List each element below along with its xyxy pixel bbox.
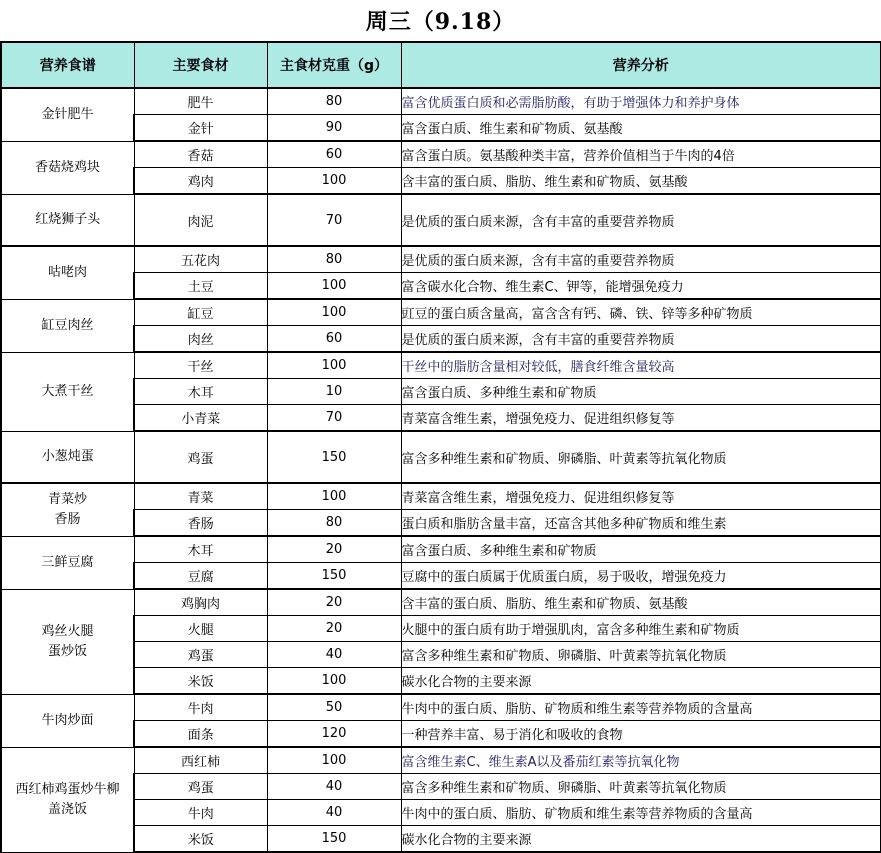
weight-cell: 150: [267, 826, 401, 853]
ingredient-cell: 五花肉: [134, 246, 267, 273]
dish-name: 青菜炒 香肠: [1, 483, 134, 536]
analysis-cell: 富含多种维生素和矿物质、卵磷脂、叶黄素等抗氧化物质: [401, 774, 881, 800]
ingredient-cell: 肉丝: [134, 326, 267, 353]
page-title: 周三（9.18）: [365, 9, 516, 35]
ingredient-cell: 鸡肉: [134, 168, 267, 195]
dish-name: 西红柿鸡蛋炒牛柳 盖浇饭: [1, 747, 134, 852]
ingredient-cell: 牛肉: [134, 694, 267, 721]
table-row: [1, 246, 881, 273]
analysis-cell: 富含优质蛋白质和必需脂肪酸，有助于增强体力和养护身体: [401, 88, 881, 115]
analysis-cell: 青菜富含维生素，增强免疫力、促进组织修复等: [401, 483, 881, 510]
ingredient-cell: 鸡胸肉: [134, 589, 267, 616]
ingredient-cell: 西红柿: [134, 747, 267, 774]
header-weight: 主食材克重（g）: [267, 42, 401, 88]
header-ingredient: 主要食材: [134, 42, 267, 88]
ingredient-cell: 金针: [134, 115, 267, 142]
weight-cell: 120: [267, 721, 401, 748]
ingredient-cell: 肉泥: [134, 194, 267, 246]
analysis-cell: 火腿中的蛋白质有助于增强肌肉，富含多种维生素和矿物质: [401, 616, 881, 642]
weight-cell: 40: [267, 800, 401, 826]
weight-cell: 50: [267, 694, 401, 721]
dish-name: 红烧狮子头: [1, 194, 134, 246]
weight-cell: 10: [267, 379, 401, 405]
analysis-cell: 碳水化合物的主要来源: [401, 668, 881, 695]
dish-name: 缸豆肉丝: [1, 299, 134, 352]
dish-name: 小葱炖蛋: [1, 431, 134, 483]
weight-cell: 100: [267, 168, 401, 195]
ingredient-cell: 小青菜: [134, 405, 267, 432]
weight-cell: 80: [267, 246, 401, 273]
weight-cell: 90: [267, 115, 401, 142]
analysis-cell: 含丰富的蛋白质、脂肪、维生素和矿物质、氨基酸: [401, 589, 881, 616]
ingredient-cell: 牛肉: [134, 800, 267, 826]
weight-cell: 100: [267, 352, 401, 379]
dish-name: 三鲜豆腐: [1, 536, 134, 589]
ingredient-cell: 香菇: [134, 141, 267, 168]
table-row: [1, 483, 881, 510]
weight-cell: 100: [267, 273, 401, 300]
header-analysis: 营养分析: [401, 42, 881, 88]
weight-cell: 100: [267, 299, 401, 326]
nutrition-table: [0, 41, 881, 853]
ingredient-cell: 青菜: [134, 483, 267, 510]
ingredient-cell: 豆腐: [134, 563, 267, 590]
table-row: [1, 747, 881, 774]
table-row: [1, 141, 881, 168]
weight-cell: 100: [267, 747, 401, 774]
table-row: [1, 431, 881, 483]
table-body: [1, 88, 881, 852]
header-dish: 营养食谱: [1, 42, 134, 88]
weight-cell: 100: [267, 483, 401, 510]
dish-name: 金针肥牛: [1, 88, 134, 141]
weight-cell: 60: [267, 326, 401, 353]
ingredient-cell: 米饭: [134, 668, 267, 695]
weight-cell: 150: [267, 563, 401, 590]
ingredient-cell: 火腿: [134, 616, 267, 642]
table-row: [1, 589, 881, 616]
ingredient-cell: 米饭: [134, 826, 267, 853]
weight-cell: 20: [267, 616, 401, 642]
ingredient-cell: 鸡蛋: [134, 774, 267, 800]
weight-cell: 40: [267, 642, 401, 668]
table-row: [1, 299, 881, 326]
analysis-cell: 牛肉中的蛋白质、脂肪、矿物质和维生素等营养物质的含量高: [401, 694, 881, 721]
weight-cell: 40: [267, 774, 401, 800]
dish-name: 鸡丝火腿 蛋炒饭: [1, 589, 134, 694]
analysis-cell: 富含蛋白质、多种维生素和矿物质: [401, 536, 881, 563]
analysis-cell: 豇豆的蛋白质含量高，富含含有钙、磷、铁、锌等多种矿物质: [401, 299, 881, 326]
weight-cell: 80: [267, 510, 401, 537]
analysis-cell: 富含蛋白质。氨基酸种类丰富，营养价值相当于牛肉的4倍: [401, 141, 881, 168]
weight-cell: 80: [267, 88, 401, 115]
dish-name: 大煮干丝: [1, 352, 134, 431]
analysis-cell: 碳水化合物的主要来源: [401, 826, 881, 853]
dish-name: 牛肉炒面: [1, 694, 134, 747]
table-row: [1, 88, 881, 115]
analysis-cell: 干丝中的脂肪含量相对较低，膳食纤维含量较高: [401, 352, 881, 379]
ingredient-cell: 土豆: [134, 273, 267, 300]
table-row: [1, 194, 881, 246]
weight-cell: 70: [267, 194, 401, 246]
analysis-cell: 一种营养丰富、易于消化和吸收的食物: [401, 721, 881, 748]
analysis-cell: 富含碳水化合物、维生素C、钾等，能增强免疫力: [401, 273, 881, 300]
table-row: [1, 694, 881, 721]
ingredient-cell: 干丝: [134, 352, 267, 379]
ingredient-cell: 木耳: [134, 536, 267, 563]
table-row: [1, 536, 881, 563]
ingredient-cell: 鸡蛋: [134, 431, 267, 483]
ingredient-cell: 面条: [134, 721, 267, 748]
analysis-cell: 是优质的蛋白质来源，含有丰富的重要营养物质: [401, 246, 881, 273]
table-header-row: [1, 42, 881, 88]
analysis-cell: 是优质的蛋白质来源，含有丰富的重要营养物质: [401, 326, 881, 353]
ingredient-cell: 木耳: [134, 379, 267, 405]
ingredient-cell: 香肠: [134, 510, 267, 537]
analysis-cell: 豆腐中的蛋白质属于优质蛋白质，易于吸收，增强免疫力: [401, 563, 881, 590]
analysis-cell: 含丰富的蛋白质、脂肪、维生素和矿物质、氨基酸: [401, 168, 881, 195]
ingredient-cell: 肥牛: [134, 88, 267, 115]
weight-cell: 150: [267, 431, 401, 483]
analysis-cell: 牛肉中的蛋白质、脂肪、矿物质和维生素等营养物质的含量高: [401, 800, 881, 826]
weight-cell: 20: [267, 589, 401, 616]
weight-cell: 20: [267, 536, 401, 563]
analysis-cell: 蛋白质和脂肪含量丰富，还富含其他多种矿物质和维生素: [401, 510, 881, 537]
analysis-cell: 富含多种维生素和矿物质、卵磷脂、叶黄素等抗氧化物质: [401, 642, 881, 668]
analysis-cell: 青菜富含维生素，增强免疫力、促进组织修复等: [401, 405, 881, 432]
analysis-cell: 富含蛋白质、维生素和矿物质、氨基酸: [401, 115, 881, 142]
ingredient-cell: 鸡蛋: [134, 642, 267, 668]
analysis-cell: 富含蛋白质、多种维生素和矿物质: [401, 379, 881, 405]
table-row: [1, 352, 881, 379]
dish-name: 香菇烧鸡块: [1, 141, 134, 194]
analysis-cell: 是优质的蛋白质来源，含有丰富的重要营养物质: [401, 194, 881, 246]
weight-cell: 70: [267, 405, 401, 432]
ingredient-cell: 缸豆: [134, 299, 267, 326]
dish-name: 咕咾肉: [1, 246, 134, 299]
weight-cell: 100: [267, 668, 401, 695]
analysis-cell: 富含多种维生素和矿物质、卵磷脂、叶黄素等抗氧化物质: [401, 431, 881, 483]
analysis-cell: 富含维生素C、维生素A以及番茄红素等抗氧化物: [401, 747, 881, 774]
weight-cell: 60: [267, 141, 401, 168]
